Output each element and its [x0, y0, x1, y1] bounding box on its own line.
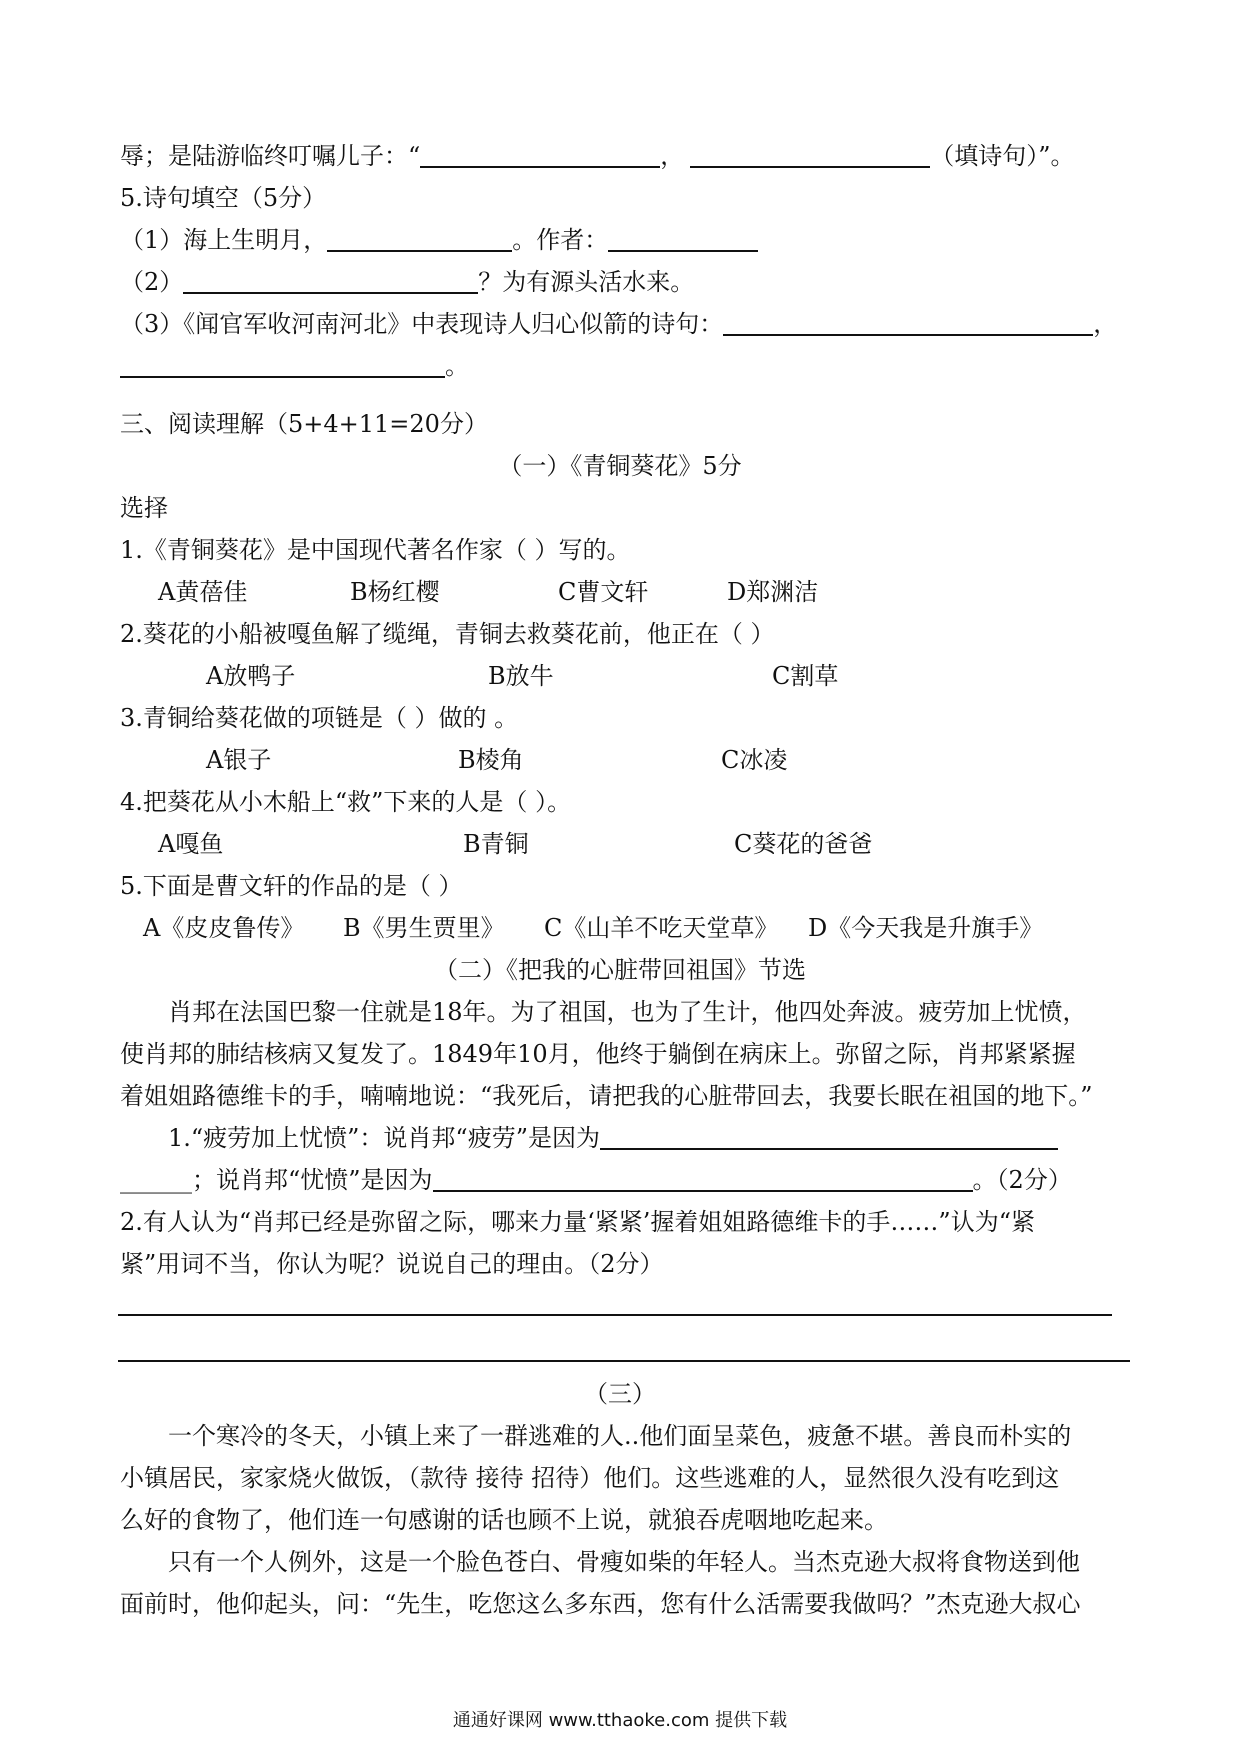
- text: （3）《闻官军收河南河北》中表现诗人归心似箭的诗句：: [120, 310, 724, 338]
- text: ？为有源头活水来。: [478, 268, 695, 296]
- p2-question-1-cont: [120, 1164, 1072, 1196]
- q5-title: 5.诗句填空（5分）: [120, 184, 327, 212]
- option[interactable]: C冰凌: [721, 746, 788, 774]
- passage-3-line: 面前时，他仰起头，问：“先生，吃您这么多东西，您有什么活需要我做吗？”杰克逊大叔心: [120, 1590, 1081, 1618]
- q5-item-2: [120, 266, 694, 298]
- answer-blank[interactable]: [600, 1124, 1058, 1150]
- text: ，: [660, 142, 685, 170]
- p1-question-1: 1.《青铜葵花》是中国现代著名作家（ ）写的。: [120, 536, 631, 564]
- section-3-heading: 三、阅读理解（5+4+11=20分）: [120, 410, 488, 438]
- answer-blank[interactable]: [723, 310, 1093, 336]
- passage-2-line: 着姐姐路德维卡的手，喃喃地说：“我死后，请把我的心脏带回去，我要长眠在祖国的地下。”: [120, 1082, 1093, 1110]
- option[interactable]: D《今天我是升旗手》: [808, 914, 1044, 942]
- p2-question-2: 2.有人认为“肖邦已经是弥留之际，哪来力量‘紧紧’握着姐姐路德维卡的手……”认为“紧: [120, 1208, 1035, 1236]
- option[interactable]: A《皮皮鲁传》: [143, 914, 305, 942]
- passage-3-line: 一个寒冷的冬天，小镇上来了一群逃难的人..他们面呈菜色，疲惫不堪。善良而朴实的: [168, 1422, 1072, 1450]
- text: （1）海上生明月，: [120, 226, 328, 254]
- q5-item-3-cont: [120, 350, 469, 382]
- text: 。（2分）: [972, 1166, 1072, 1194]
- option[interactable]: C曹文轩: [558, 578, 649, 606]
- answer-blank[interactable]: [120, 352, 445, 378]
- option[interactable]: A银子: [206, 746, 272, 774]
- text: ______；说肖邦“忧愤”是因为: [120, 1166, 433, 1194]
- option[interactable]: B放牛: [488, 662, 554, 690]
- option[interactable]: B青铜: [463, 830, 529, 858]
- answer-blank[interactable]: [183, 268, 478, 294]
- answer-blank[interactable]: [420, 142, 660, 168]
- option[interactable]: C《山羊不吃天堂草》: [544, 914, 779, 942]
- text: （2）: [120, 268, 184, 296]
- text: 。作者：: [512, 226, 609, 254]
- part-3-heading: （三）: [584, 1380, 656, 1408]
- option[interactable]: B杨红樱: [350, 578, 440, 606]
- answer-line[interactable]: [118, 1360, 1130, 1362]
- option[interactable]: A黄蓓佳: [158, 578, 248, 606]
- text: 。: [445, 352, 469, 380]
- passage-2-line: 肖邦在法国巴黎一住就是18年。为了祖国，也为了生计，他四处奔波。疲劳加上忧愤，: [168, 998, 1087, 1026]
- option[interactable]: C割草: [772, 662, 839, 690]
- option[interactable]: A放鸭子: [206, 662, 296, 690]
- part-1-heading: （一）《青铜葵花》5分: [498, 452, 742, 480]
- footer-credit: 通通好课网 www.tthaoke.com 提供下载: [452, 1710, 788, 1731]
- option[interactable]: D郑渊洁: [727, 578, 819, 606]
- option[interactable]: A嘎鱼: [158, 830, 224, 858]
- option[interactable]: B《男生贾里》: [343, 914, 505, 942]
- option[interactable]: B棱角: [458, 746, 524, 774]
- passage-3-line: 么好的食物了，他们连一句感谢的话也顾不上说，就狼吞虎咽地吃起来。: [120, 1506, 888, 1534]
- answer-blank[interactable]: [608, 226, 758, 252]
- text: 1.“疲劳加上忧愤”：说肖邦“疲劳”是因为: [168, 1124, 600, 1152]
- q5-item-1: [120, 224, 758, 256]
- answer-blank[interactable]: [690, 142, 930, 168]
- p2-question-1: [168, 1122, 1058, 1154]
- p1-question-5: 5.下面是曹文轩的作品的是（ ）: [120, 872, 463, 900]
- passage-3-line: 只有一个人例外，这是一个脸色苍白、骨瘦如柴的年轻人。当杰克逊大叔将食物送到他: [168, 1548, 1080, 1576]
- choose-label: 选择: [120, 494, 168, 522]
- p1-question-2: 2.葵花的小船被嘎鱼解了缆绳，青铜去救葵花前，他正在（ ）: [120, 620, 775, 648]
- passage-2-line: 使肖邦的肺结核病又复发了。1849年10月，他终于躺倒在病床上。弥留之际，肖邦紧紧握: [120, 1040, 1076, 1068]
- text: 辱；是陆游临终叮嘱儿子：“: [120, 142, 421, 170]
- answer-blank[interactable]: [433, 1166, 973, 1192]
- q5-item-3: [120, 308, 1117, 340]
- p1-question-3: 3.青铜给葵花做的项链是（ ）做的 。: [120, 704, 519, 732]
- text: （填诗句）”。: [930, 142, 1075, 170]
- passage-3-line: 小镇居民，家家烧火做饭，（款待 接待 招待）他们。这些逃难的人，显然很久没有吃到这: [120, 1464, 1060, 1492]
- part-2-heading: （二）《把我的心脏带回祖国》节选: [434, 956, 806, 984]
- option[interactable]: C葵花的爸爸: [734, 830, 873, 858]
- text: ，: [1093, 310, 1118, 338]
- answer-blank[interactable]: [327, 226, 512, 252]
- answer-line[interactable]: [118, 1314, 1112, 1316]
- poem-fill-line-1: [120, 140, 1075, 172]
- p2-question-2-cont: 紧”用词不当，你认为呢？说说自己的理由。（2分）: [120, 1250, 664, 1278]
- p1-question-4: 4.把葵花从小木船上“救”下来的人是（ ）。: [120, 788, 572, 816]
